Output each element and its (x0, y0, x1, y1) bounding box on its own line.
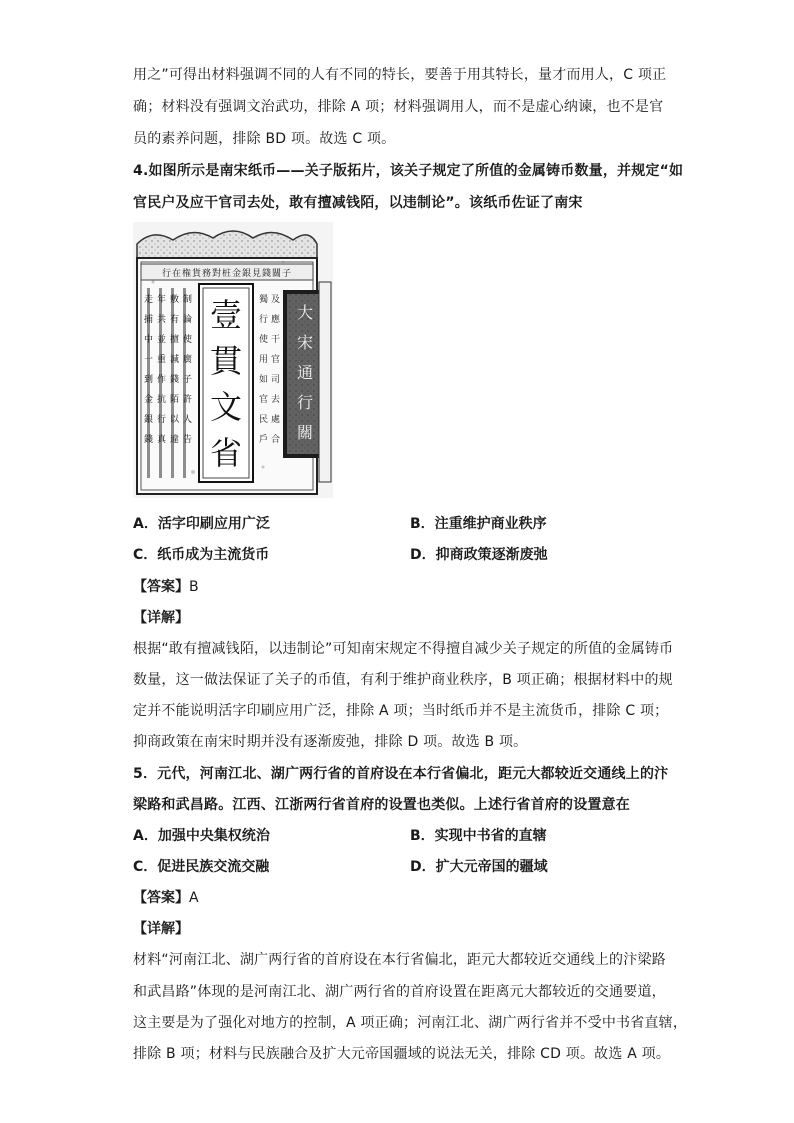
svg-text:應: 應 (271, 315, 281, 325)
svg-text:以: 以 (170, 415, 180, 425)
svg-text:人: 人 (183, 415, 193, 425)
svg-text:中: 中 (144, 335, 154, 345)
svg-text:官: 官 (259, 395, 269, 405)
svg-text:行: 行 (259, 315, 269, 325)
svg-text:重: 重 (157, 355, 167, 365)
svg-text:使: 使 (259, 335, 269, 345)
svg-text:行: 行 (296, 393, 314, 412)
q4-detail-line-2: 数量，这一做法保证了关子的币值，有利于维护商业秩序，B 项正确；根据材料中的规 (133, 672, 673, 688)
svg-text:作: 作 (157, 375, 167, 385)
svg-text:干: 干 (271, 335, 281, 345)
svg-text:戶: 戶 (259, 435, 269, 445)
svg-text:通: 通 (296, 363, 314, 382)
svg-text:真: 真 (157, 435, 167, 445)
svg-text:子: 子 (183, 375, 193, 385)
svg-text:制: 制 (183, 295, 193, 305)
svg-text:共: 共 (157, 315, 167, 325)
q4-answer (133, 577, 199, 597)
q4-detail-label: 【详解】 (133, 610, 189, 626)
svg-text:一: 一 (144, 355, 154, 365)
svg-text:使: 使 (183, 335, 193, 345)
q4-option-b: B．注重维护商业秩序 (410, 516, 547, 532)
svg-text:擅: 擅 (170, 335, 180, 345)
q4-detail-line-3: 定并不能说明活字印刷应用广泛，排除 A 项；当时纸币并不是主流货币，排除 C 项； (133, 703, 669, 719)
svg-text:年: 年 (157, 295, 167, 305)
svg-text:金: 金 (144, 395, 154, 405)
svg-text:捕: 捕 (144, 315, 154, 325)
q5-detail-line-1: 材料“河南江北、湖广两行省的首府设在本行省偏北，距元大都较近交通线上的汴梁路 (133, 952, 666, 968)
svg-text:許: 許 (183, 395, 193, 405)
note-top-text: 行在権貨務對桩金銀見錢關子 (161, 269, 293, 279)
svg-text:及: 及 (271, 295, 281, 305)
svg-text:民: 民 (259, 415, 269, 425)
value-char-1: 壹 (209, 296, 243, 334)
value-char-2: 貫 (209, 342, 243, 380)
intro-line-3: 员的素养问题，排除 BD 项。故选 C 项。 (133, 131, 396, 147)
svg-text:敷: 敷 (170, 295, 180, 305)
svg-text:廣: 廣 (183, 355, 193, 365)
svg-text:行: 行 (157, 415, 167, 425)
q4-option-d: D．抑商政策逐渐废弛 (410, 547, 548, 563)
q4-option-a: A．活字印刷应用广泛 (133, 516, 270, 532)
svg-text:到: 到 (144, 375, 154, 385)
q5-detail-line-4: 排除 B 项；材料与民族融合及扩大元帝国疆域的说法无关，排除 CD 项。故选 A 项。 (133, 1046, 671, 1062)
q5-detail-line-2: 和武昌路”体现的是河南江北、湖广两行省的首府设置在距离元大都较近的交通要道， (133, 984, 666, 1000)
svg-text:處: 處 (271, 415, 281, 425)
q5-answer-label: 【答案】 (133, 890, 189, 906)
q4-option-c: C．纸币成为主流货币 (133, 547, 270, 563)
svg-text:陌: 陌 (170, 395, 180, 405)
q5-answer (133, 888, 199, 908)
svg-text:用: 用 (259, 355, 269, 365)
svg-text:錢: 錢 (170, 375, 180, 385)
svg-text:如: 如 (259, 375, 269, 385)
q4-detail-line-4: 抑商政策在南宋时期并没有逐渐废弛，排除 D 项。故选 B 项。 (133, 734, 528, 750)
q5-stem-line-2: 梁路和武昌路。江西、江浙两行省首府的设置也类似。上述行省首府的设置意在 (133, 797, 630, 813)
q4-answer-value: B (189, 579, 199, 595)
svg-text:減: 減 (170, 355, 180, 365)
svg-text:告: 告 (183, 435, 193, 445)
svg-text:違: 違 (170, 435, 180, 445)
intro-line-2: 确；材料没有强调文治武功，排除 A 项；材料强调用人，而不是虚心纳谏，也不是官 (133, 99, 664, 115)
q4-detail-line-1: 根据“敢有擅减钱陌，以违制论”可知南宋规定不得擅自减少关子规定的所值的金属铸币 (133, 641, 674, 657)
q4-answer-label: 【答案】 (133, 579, 189, 595)
svg-text:論: 論 (183, 315, 193, 325)
q5-option-d: D．扩大元帝国的疆域 (410, 859, 548, 875)
svg-text:並: 並 (157, 335, 167, 345)
svg-text:宋: 宋 (296, 333, 314, 352)
q5-answer-value: A (189, 890, 199, 906)
q5-option-b: B．实现中书省的直辖 (410, 828, 547, 844)
svg-text:有: 有 (170, 315, 180, 325)
svg-text:走: 走 (144, 295, 154, 305)
value-char-3: 文 (209, 388, 243, 426)
value-char-4: 省 (209, 434, 243, 472)
svg-text:去: 去 (271, 395, 281, 405)
q5-detail-line-3: 这主要是为了强化对地方的控制，A 项正确；河南江北、湖广两行省并不受中书省直辖， (133, 1015, 688, 1031)
svg-text:司: 司 (271, 375, 281, 385)
paper-money-rubbing-image (133, 222, 333, 498)
svg-text:銀: 銀 (144, 415, 154, 425)
q5-option-a: A．加强中央集权统治 (133, 828, 270, 844)
q5-stem-line-1: 5．元代，河南江北、湖广两行省的首府设在本行省偏北，距元大都较近交通线上的汴 (133, 766, 669, 782)
svg-text:獨: 獨 (259, 295, 269, 305)
q5-option-c: C．促进民族交流交融 (133, 859, 270, 875)
intro-line-1: 用之”可得出材料强调不同的人有不同的特长，要善于用其特长，量才而用人，C 项正 (133, 67, 667, 83)
svg-text:抗: 抗 (157, 395, 167, 405)
svg-text:錢: 錢 (144, 435, 154, 445)
svg-text:大: 大 (296, 303, 314, 322)
svg-text:關: 關 (296, 423, 314, 442)
svg-text:官: 官 (271, 355, 281, 365)
q4-stem-line-2: 官民户及应干官司去处，敢有擅减钱陌，以违制论”。该纸币佐证了南宋 (133, 195, 583, 211)
q4-stem-line-1: 4.如图所示是南宋纸币——关子版拓片，该关子规定了所值的金属铸币数量，并规定“如 (133, 163, 684, 179)
svg-text:合: 合 (271, 435, 281, 445)
q5-detail-label: 【详解】 (133, 921, 189, 937)
